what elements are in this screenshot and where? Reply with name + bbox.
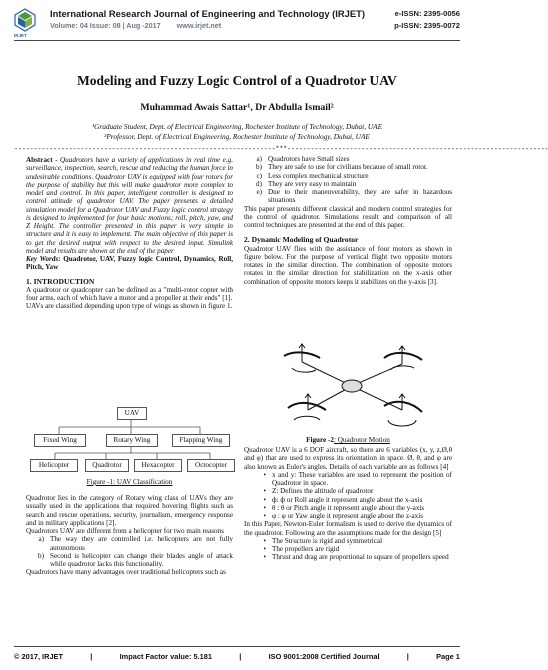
newton-euler-paragraph: In this Paper, Newton-Euler formalism is used to derive the dynamics of the quadrotor. Following are the assumptions made for the design [5] [244,520,452,537]
flapping-wing-node: Flapping Wing [172,434,230,447]
keywords [26,255,233,272]
journal-title: International Research Journal of Engineering and Technology (IRJET) [50,8,365,19]
right-column-lower [244,446,452,562]
dof-paragraph: Quadrotor UAV is a 6 DOF aircraft, so there are 6 variables (x, y, z,Ø,θ and φ) that are used to express its orientation in space. Ø, θ, and φ are also known as Euler's angles. Details of each variable are as follows [4] [244,446,452,471]
list-item: • The Structure is rigid and symmetrical [263,536,383,545]
list-item: b) Second is helicopter can change their blades angle of attack while quadrotor lacks this functionality. [38,551,233,568]
affiliation-1: ¹Graduate Student, Dept. of Electrical Engineering, Rochester Institute of Technology, Dubai, UAE [91,122,383,131]
keywords-text: : Quadrotor, UAV, Fuzzy logic Control, Dynamics, Roll, Pitch, Yaw [26,255,233,272]
list-item: e) Due to their maneuverability, they are safer in hazardous situations [256,188,452,205]
figure-1-label: Figure -1 [86,478,114,486]
list-item: • Z: Defines the altitude of quadrotor [263,487,374,496]
advantages-list [244,155,452,205]
list-item: • θ : θ or Pitch angle it represent angle about the y-axis [263,503,425,512]
octocopter-node: Octocopter [187,459,235,472]
variables-list [244,471,452,521]
intro-heading: 1. INTRODUCTION [26,276,95,286]
paper-authors: Muhammad Awais Sattar¹, Dr Abdulla Ismail² [140,102,334,113]
advantages-paragraph: Quadrotors have many advantages over traditional helicopters such as [26,568,226,577]
list-item: d) They are very easy to maintain [256,179,357,188]
figure-1-caption [26,478,233,486]
volume-issue: Volume: 04 Issue: 08 | Aug -2017 [50,21,161,30]
abstract [26,156,233,255]
section-2-heading: 2. Dynamic Modeling of Quadrotor [244,235,359,245]
page-footer: © 2017, IRJET | Impact Factor value: 5.181 | ISO 9001:2008 Certified Journal | Page 1 [14,652,460,661]
list-item: a) Quadrotors have Small sizes [256,155,350,163]
control-strategies-paragraph: This paper presents different classical and modern control strategies for the control of quadrotor. Simulations result and comparison of all control techniques are presented at the end of this paper. [244,204,452,229]
fixed-wing-node: Fixed Wing [34,434,86,447]
assumptions-list [244,537,452,562]
list-item: b) They are safe to use for civilians because of small rotor. [256,163,428,172]
rotary-wing-paragraph: Quadrotor lies in the category of Rotary wing class of UAVs they are usually used in the applications that required hovering flights such as search and rescue operations, security, journalism, emergency response and in military applications [2]. [26,494,233,527]
abstract-label: Abstract - [26,156,58,164]
quadrotor-node: Quadrotor [85,459,129,472]
impact-factor: Impact Factor value: 5.181 [119,652,213,661]
pissn: p-ISSN: 2395-0072 [394,21,460,30]
quadrotor-motion-figure [262,340,442,432]
list-item: • φ : φ or Yaw angle it represent angle about the z-axis [263,512,424,520]
abstract-text: Quadrotors have a variety of applications in real time e.g. surveillance, inspection, search, rescue and reducing the human force in undesirable conditions. Quadrotor UAV is equipped with four rotors for the purpose of stability but this will make quadrotor more complex to model and control. In this paper, intelligent controller is designed to control attitude of quadrotor UAV. The paper presents a detailed simulation model for a Quadrotor UAV and Fuzzy logic control strategy is designed to implemented for four basic motions; roll, pitch, yaw, and Z Height. The controller presented in this paper is very simple in structure and it is easy to implement. The main objective of this paper is to get the desired output with respect to the desired input. Simulink model and results are shown at the end of the paper [26,156,233,255]
uav-classification-diagram [28,402,234,474]
section-separator: -------------------------------------------------------------------***------------------------------------------------------------------- [14,146,548,154]
uav-root-node: UAV [117,407,147,420]
irjet-logo [14,8,36,32]
list-item: • x and y: These variables are used to represent the position of Quadrotor in space. [263,470,452,487]
copyright: © 2017, IRJET [14,652,63,661]
intro-paragraph-2: UAVs are classified depending upon type of wings as shown in figure 1. [26,302,233,311]
list-item: c) Less complex mechanical structure [256,171,369,180]
iso-certification: ISO 9001:2008 Certified Journal [268,652,380,661]
rotary-wing-node: Rotary Wing [106,434,158,447]
list-item: • ф: ф or Roll angle it represent angle about the x-axis [263,495,423,504]
page-number: Page 1 [436,652,460,661]
difference-list [26,535,233,568]
figure-1-text: : UAV Classification [113,478,173,486]
list-item: • The propellers are rigid [263,545,340,553]
left-column-lower [26,494,233,577]
hexacopter-node: Hexacopter [134,459,182,472]
list-item: a) The way they are controlled i.e. helicopters are not fully autonomous [38,535,233,552]
footer-rule [14,646,460,647]
helicopter-node: Helicopter [30,459,78,472]
paper-title: Modeling and Fuzzy Logic Control of a Quadrotor UAV [77,73,397,88]
right-column [244,155,452,286]
logo-text: IRJET [14,33,27,38]
website: www.irjet.net [176,21,222,30]
keywords-label: Key Words [26,255,59,263]
figure-2-text: : Quadrotor Motion [333,436,390,444]
list-item: • Thrust and drag are proportional to square of propellers speed [263,553,449,562]
helicopter-difference-paragraph: Quadrotors UAV are different from a helicopter for two main reasons [26,527,224,535]
header-rule [14,40,460,41]
figure-2-caption [244,436,452,444]
dynamic-modeling-paragraph: Quadrotor UAV flies with the assistance of four motors as shown in figure below. For the purpose of vertical flight two opposite motors rotates in the similar direction. The combination of opposite motors rotates in the similar direction for stabilization on the x-axis other combination of opposite motors keeps it stabilizes on the y-axis [3]. [244,244,452,286]
figure-2-label: Figure -2 [306,436,334,444]
intro-paragraph-1: A quadrotor or quadcopter can be defined as a "multi-rotor copter with four arms, each of which have a motor and a propeller at their ends" [1]. [26,285,233,302]
issue-info [50,21,235,30]
left-column [26,156,233,311]
eissn: e-ISSN: 2395-0056 [394,9,460,18]
affiliation-2: ²Professor, Dept. of Electrical Engineering, Rochester Institute of Technology, Dubai, UAE [104,132,370,141]
